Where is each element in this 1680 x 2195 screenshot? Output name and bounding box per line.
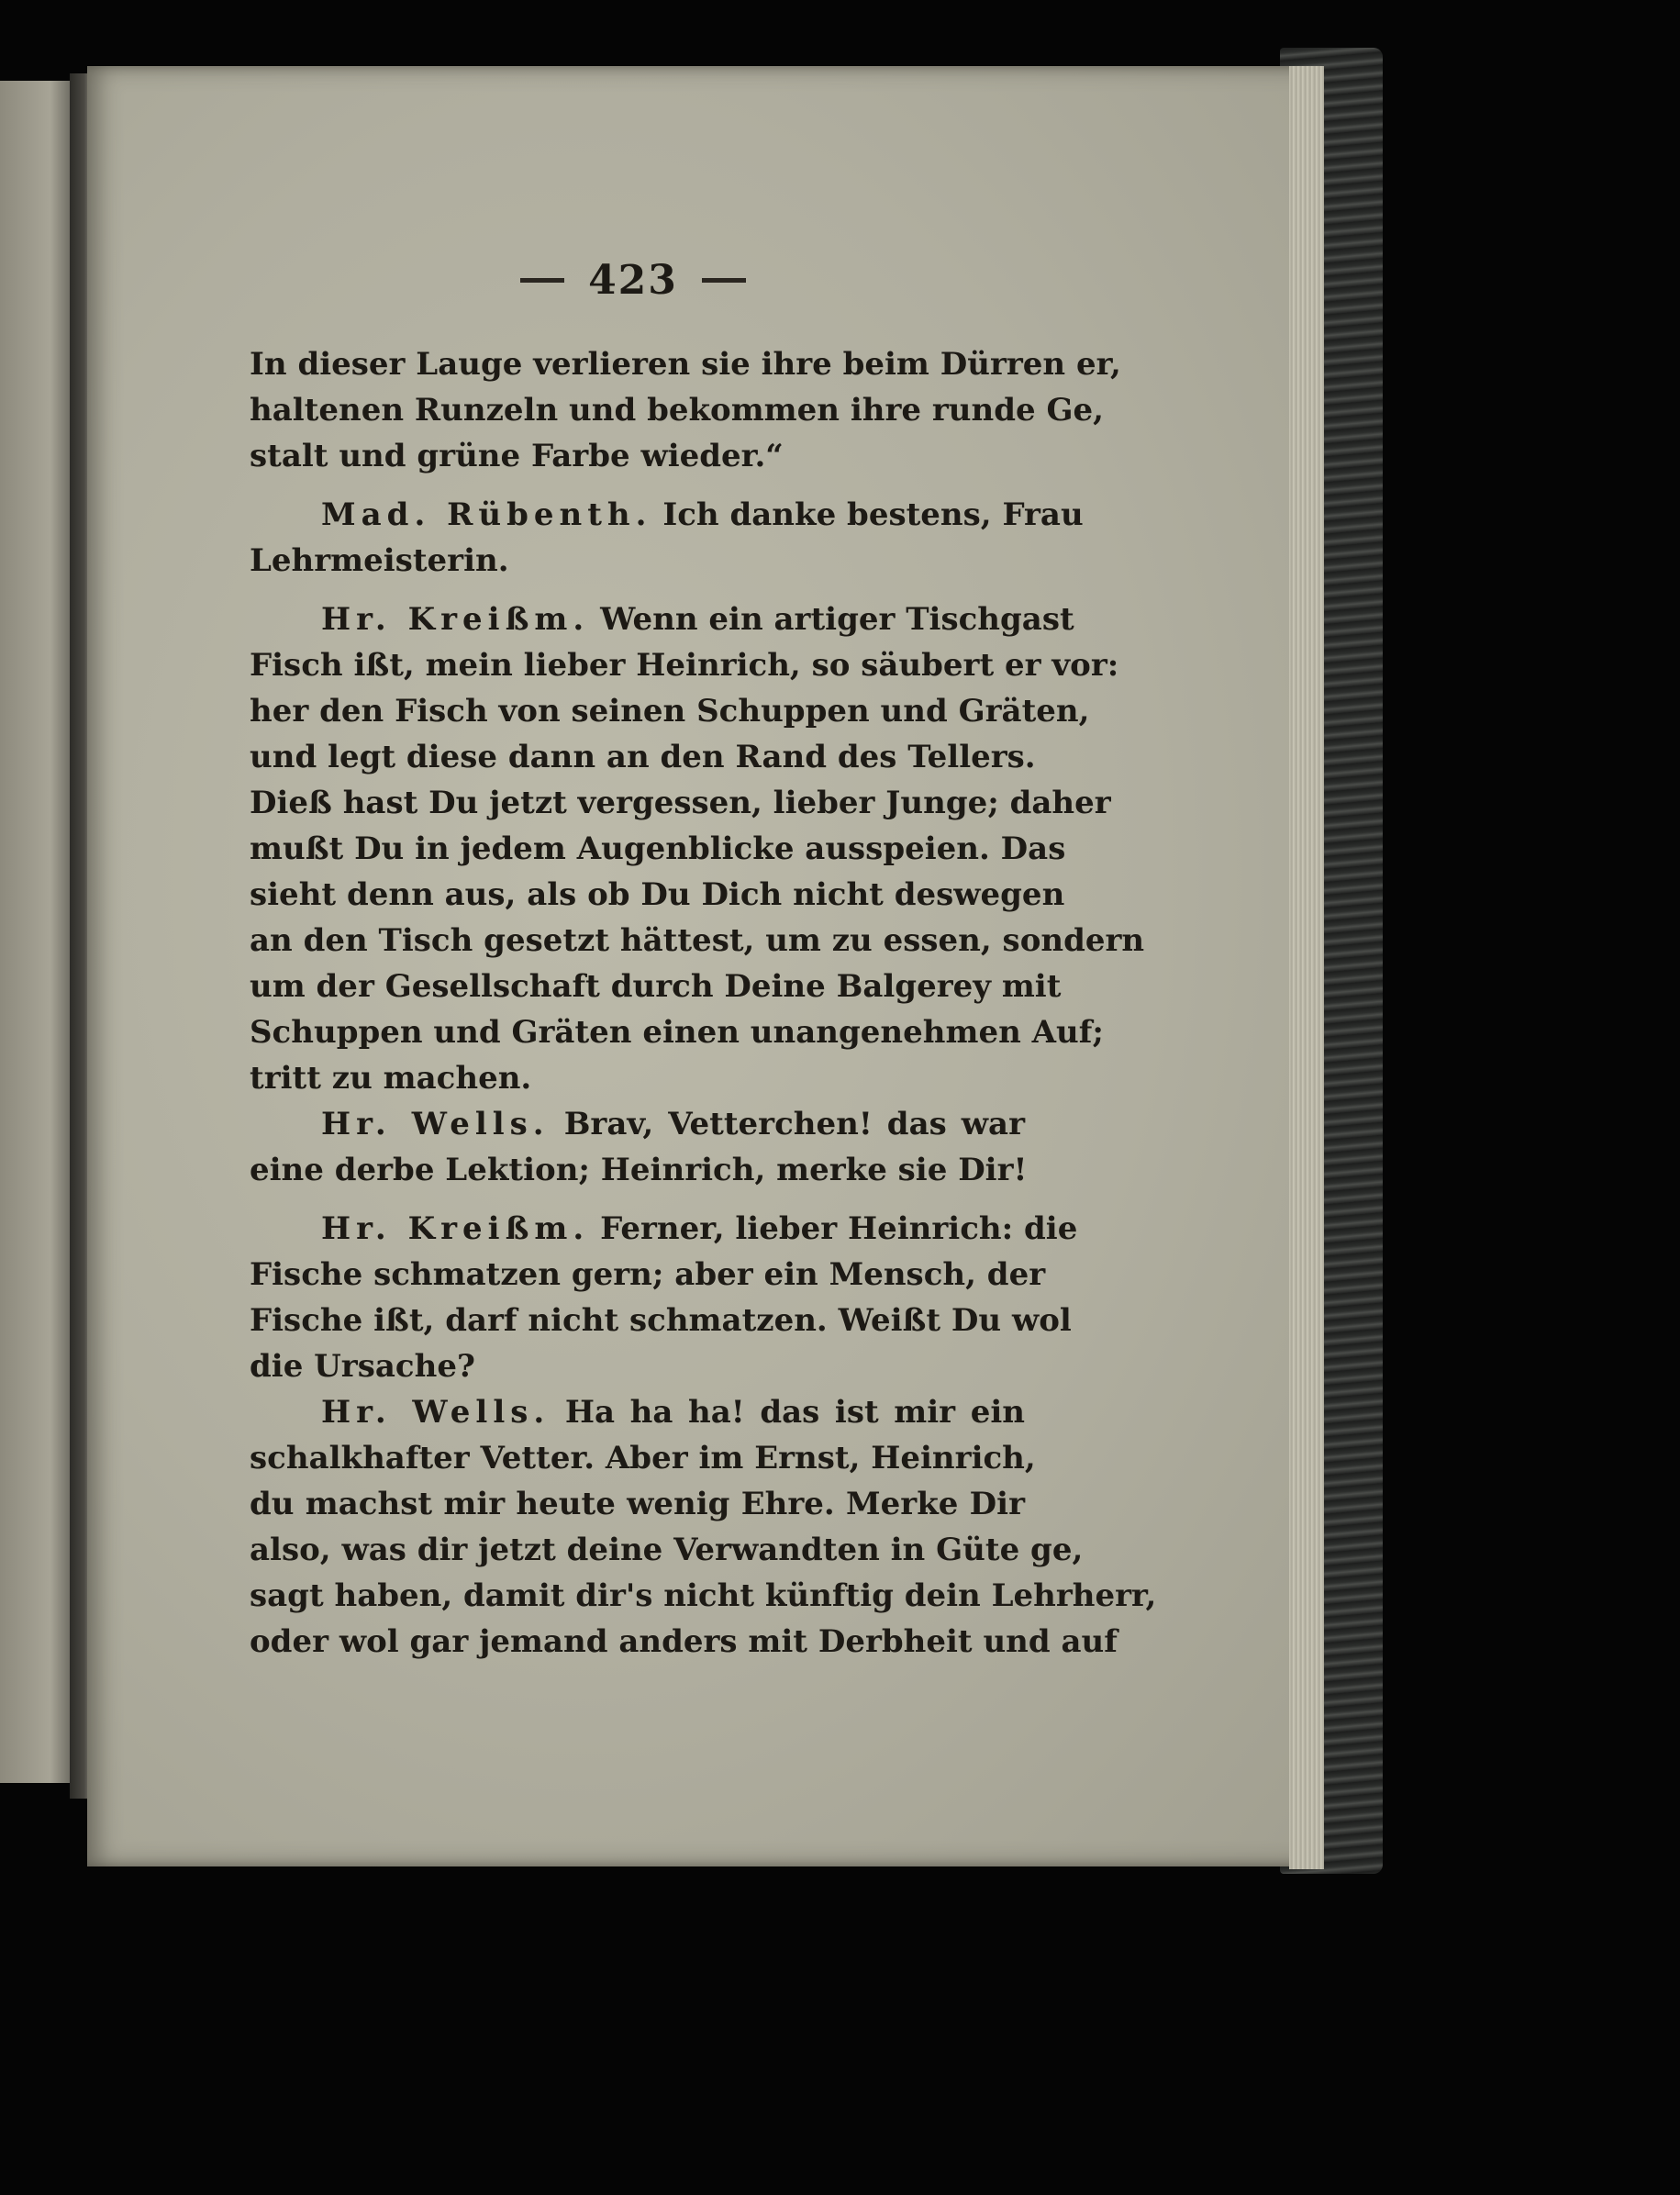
speaker-text: Ferner, lieber Heinrich: die xyxy=(600,1210,1078,1247)
text-line: und legt diese dann an den Rand des Tellers. xyxy=(250,739,1036,775)
speaker-text: Brav, Vetterchen! das war xyxy=(563,1106,1025,1142)
text-line: tritt zu machen. xyxy=(250,1060,532,1097)
paragraph xyxy=(250,1101,1028,1193)
paragraph xyxy=(250,492,1084,584)
text-line: sieht denn aus, als ob Du Dich nicht deswegen xyxy=(250,876,1065,913)
text-line: schalkhafter Vetter. Aber im Ernst, Heinrich, xyxy=(250,1440,1036,1476)
speaker-line xyxy=(250,1101,1025,1147)
speaker-line xyxy=(250,596,1074,642)
text-line: In dieser Lauge verlieren sie ihre beim Dürren er, xyxy=(250,346,1121,383)
text-line: sagt haben, damit dir's nicht künftig dein Lehrherr, xyxy=(250,1577,1157,1614)
page-number: 423 xyxy=(588,256,678,304)
speaker-name: Hr. Wells. xyxy=(321,1106,550,1142)
paragraph xyxy=(250,1389,1157,1665)
text-line: Fische ißt, darf nicht schmatzen. Weißt Du wol xyxy=(250,1302,1072,1339)
text-line: Dieß hast Du jetzt vergessen, lieber Junge; daher xyxy=(250,785,1111,821)
paragraph xyxy=(250,341,1121,479)
text-line: eine derbe Lektion; Heinrich, merke sie Dir! xyxy=(250,1152,1028,1188)
text-line: Schuppen und Gräten einen unangenehmen Auf; xyxy=(250,1014,1104,1051)
speaker-text: Ich danke bestens, Frau xyxy=(662,496,1084,533)
text-line: die Ursache? xyxy=(250,1348,475,1385)
text-line: du machst mir heute wenig Ehre. Merke Dir xyxy=(250,1486,1025,1522)
speaker-line xyxy=(250,1389,1025,1435)
text-line: Fisch ißt, mein lieber Heinrich, so säubert er vor: xyxy=(250,647,1119,684)
speaker-name: Mad. Rübenth. xyxy=(321,496,652,533)
text-line: haltenen Runzeln und bekommen ihre runde Ge, xyxy=(250,392,1104,429)
body-text xyxy=(250,341,1157,1665)
text-line: also, was dir jetzt deine Verwandten in Güte ge, xyxy=(250,1532,1084,1568)
speaker-line xyxy=(250,492,1084,538)
facing-page-edge xyxy=(0,81,72,1783)
text-line: mußt Du in jedem Augenblicke ausspeien. Das xyxy=(250,830,1066,867)
speaker-line xyxy=(250,1206,1078,1252)
page-edges-stack xyxy=(1289,66,1324,1869)
header-dash-right xyxy=(702,278,746,283)
text-line: um der Gesellschaft durch Deine Balgerey mit xyxy=(250,968,1062,1005)
speaker-name: Hr. Kreißm. xyxy=(321,1210,590,1247)
speaker-text: Wenn ein artiger Tischgast xyxy=(600,601,1074,638)
text-line: her den Fisch von seinen Schuppen und Gräten, xyxy=(250,693,1090,730)
text-line: oder wol gar jemand anders mit Derbheit und auf xyxy=(250,1623,1118,1660)
speaker-name: Hr. Wells. xyxy=(321,1394,551,1431)
text-line: an den Tisch gesetzt hättest, um zu essen, sondern xyxy=(250,922,1145,959)
text-line: Lehrmeisterin. xyxy=(250,542,509,579)
paragraph xyxy=(250,1206,1078,1389)
paragraph xyxy=(250,596,1145,1101)
speaker-text: Ha ha ha! das ist mir ein xyxy=(564,1394,1025,1431)
text-line: stalt und grüne Farbe wieder.“ xyxy=(250,438,784,474)
speaker-name: Hr. Kreißm. xyxy=(321,601,590,638)
page-header xyxy=(495,252,771,307)
header-dash-left xyxy=(520,278,564,283)
text-line: Fische schmatzen gern; aber ein Mensch, der xyxy=(250,1256,1046,1293)
